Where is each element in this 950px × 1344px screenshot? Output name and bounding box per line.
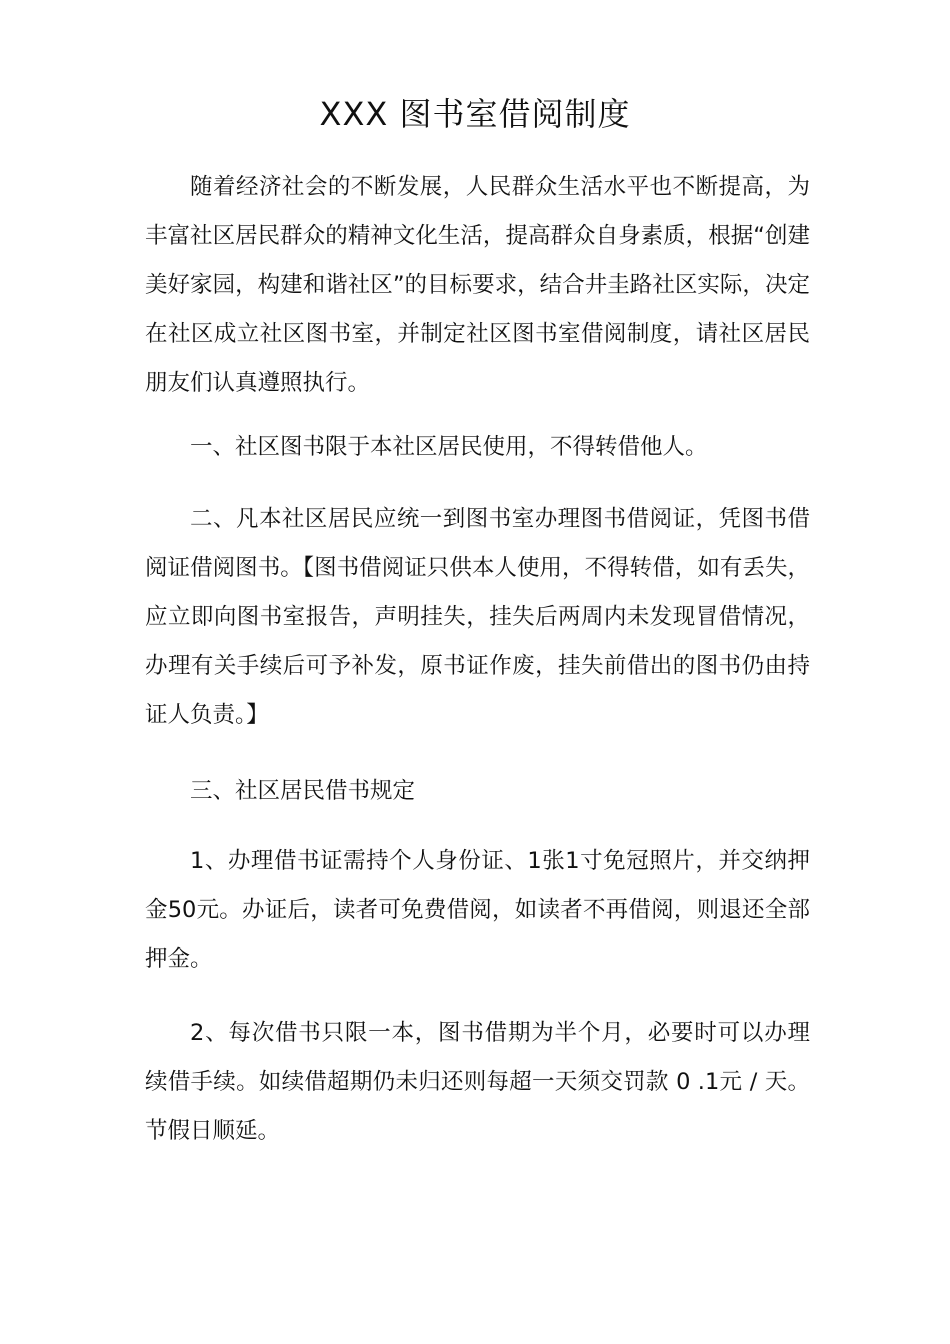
intro-paragraph: 随着经济社会的不断发展，人民群众生活水平也不断提高，为丰富社区居民群众的精神文化生活，提高群众自身素质，根据“创建美好家园，构建和谐社区”的目标要求，结合井圭路社区实际，决定在社区成立社区图书室，并制定社区图书室借阅制度，请社区居民朋友们认真遵照执行。: [145, 174, 810, 396]
borrowing-rule-1: 1、办理借书证需持个人身份证、1张1寸免冠照片，并交纳押金50元。办证后，读者可免费借阅，如读者不再借阅，则退还全部押金。: [145, 848, 810, 972]
rule-section-3-heading: 三、社区居民借书规定: [190, 778, 416, 804]
borrowing-rule-2: 2、每次借书只限一本，图书借期为半个月，必要时可以办理续借手续。如续借超期仍未归还则每超一天须交罚款 0 .1元 / 天。节假日顺延。: [145, 1020, 810, 1144]
rule-section-1: 一、社区图书限于本社区居民使用，不得转借他人。: [190, 434, 708, 460]
document-title: XXX 图书室借阅制度: [319, 95, 631, 133]
rule-section-2: 二、凡本社区居民应统一到图书室办理图书借阅证，凭图书借阅证借阅图书。【图书借阅证只供本人使用，不得转借，如有丢失，应立即向图书室报告，声明挂失，挂失后两周内未发现冒借情况，办理有关手续后可予补发，原书证作废，挂失前借出的图书仍由持证人负责。】: [145, 506, 810, 728]
